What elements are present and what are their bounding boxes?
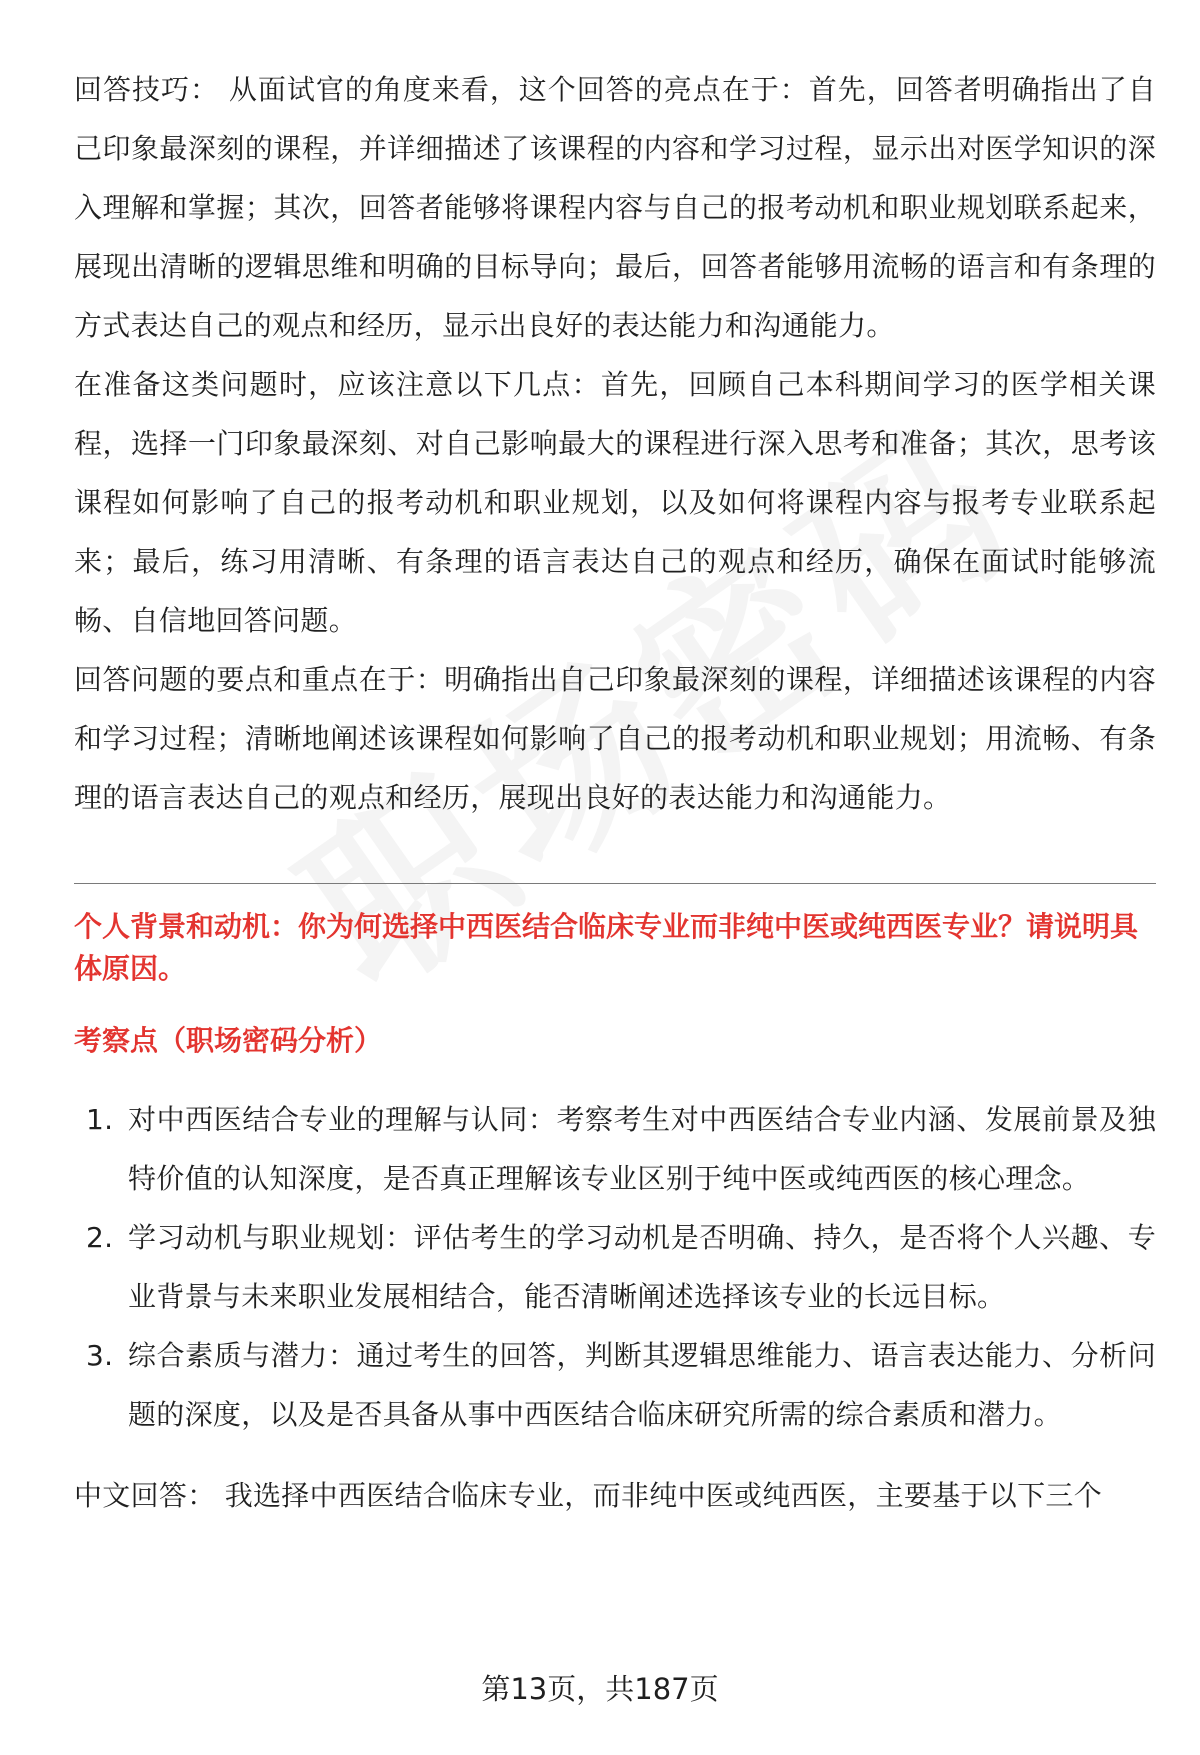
question-heading: 个人背景和动机：你为何选择中西医结合临床专业而非纯中医或纯西医专业？请说明具体原因。 <box>74 910 1139 985</box>
list-item-text: 综合素质与潜力：通过考生的回答，判断其逻辑思维能力、语言表达能力、分析问题的深度，以及是否具备从事中西医结合临床研究所需的综合素质和潜力。 <box>128 1339 1156 1431</box>
list-item-text: 学习动机与职业规划：评估考生的学习动机是否明确、持久，是否将个人兴趣、专业背景与未来职业发展相结合，能否清晰阐述选择该专业的长远目标。 <box>128 1221 1156 1313</box>
list-item <box>74 1090 1156 1208</box>
exam-points-heading: 考察点（职场密码分析） <box>74 1024 383 1057</box>
chinese-answer-paragraph: 中文回答： 我选择中西医结合临床专业，而非纯中医或纯西医，主要基于以下三个 <box>74 1479 1103 1512</box>
list-number: 1. <box>86 1103 114 1136</box>
list-item-text: 对中西医结合专业的理解与认同：考察考生对中西医结合专业内涵、发展前景及独特价值的认知深度，是否真正理解该专业区别于纯中医或纯西医的核心理念。 <box>128 1103 1156 1195</box>
list-number: 2. <box>86 1221 114 1254</box>
document-page <box>74 60 1156 1525</box>
answer-tips-paragraph: 回答技巧： 从面试官的角度来看，这个回答的亮点在于：首先，回答者明确指出了自己印象最深刻的课程，并详细描述了该课程的内容和学习过程，显示出对医学知识的深入理解和掌握；其次，回答者能够将课程内容与自己的报考动机和职业规划联系起来，展现出清晰的逻辑思维和明确的目标导向；最后，回答者能够用流畅的语言和有条理的方式表达自己的观点和经历，显示出良好的表达能力和沟通能力。 <box>74 73 1156 342</box>
list-item <box>74 1208 1156 1326</box>
key-points-paragraph: 回答问题的要点和重点在于：明确指出自己印象最深刻的课程，详细描述该课程的内容和学习过程；清晰地阐述该课程如何影响了自己的报考动机和职业规划；用流畅、有条理的语言表达自己的观点和经历，展现出良好的表达能力和沟通能力。 <box>74 663 1156 814</box>
list-item <box>74 1326 1156 1444</box>
page-number: 第13页，共187页 <box>481 1672 719 1706</box>
list-number: 3. <box>86 1339 114 1372</box>
preparation-paragraph: 在准备这类问题时，应该注意以下几点：首先，回顾自己本科期间学习的医学相关课程，选择一门印象最深刻、对自己影响最大的课程进行深入思考和准备；其次，思考该课程如何影响了自己的报考动机和职业规划，以及如何将课程内容与报考专业联系起来；最后，练习用清晰、有条理的语言表达自己的观点和经历，确保在面试时能够流畅、自信地回答问题。 <box>74 368 1156 637</box>
exam-points-list <box>74 1090 1156 1444</box>
section-divider <box>74 883 1156 884</box>
